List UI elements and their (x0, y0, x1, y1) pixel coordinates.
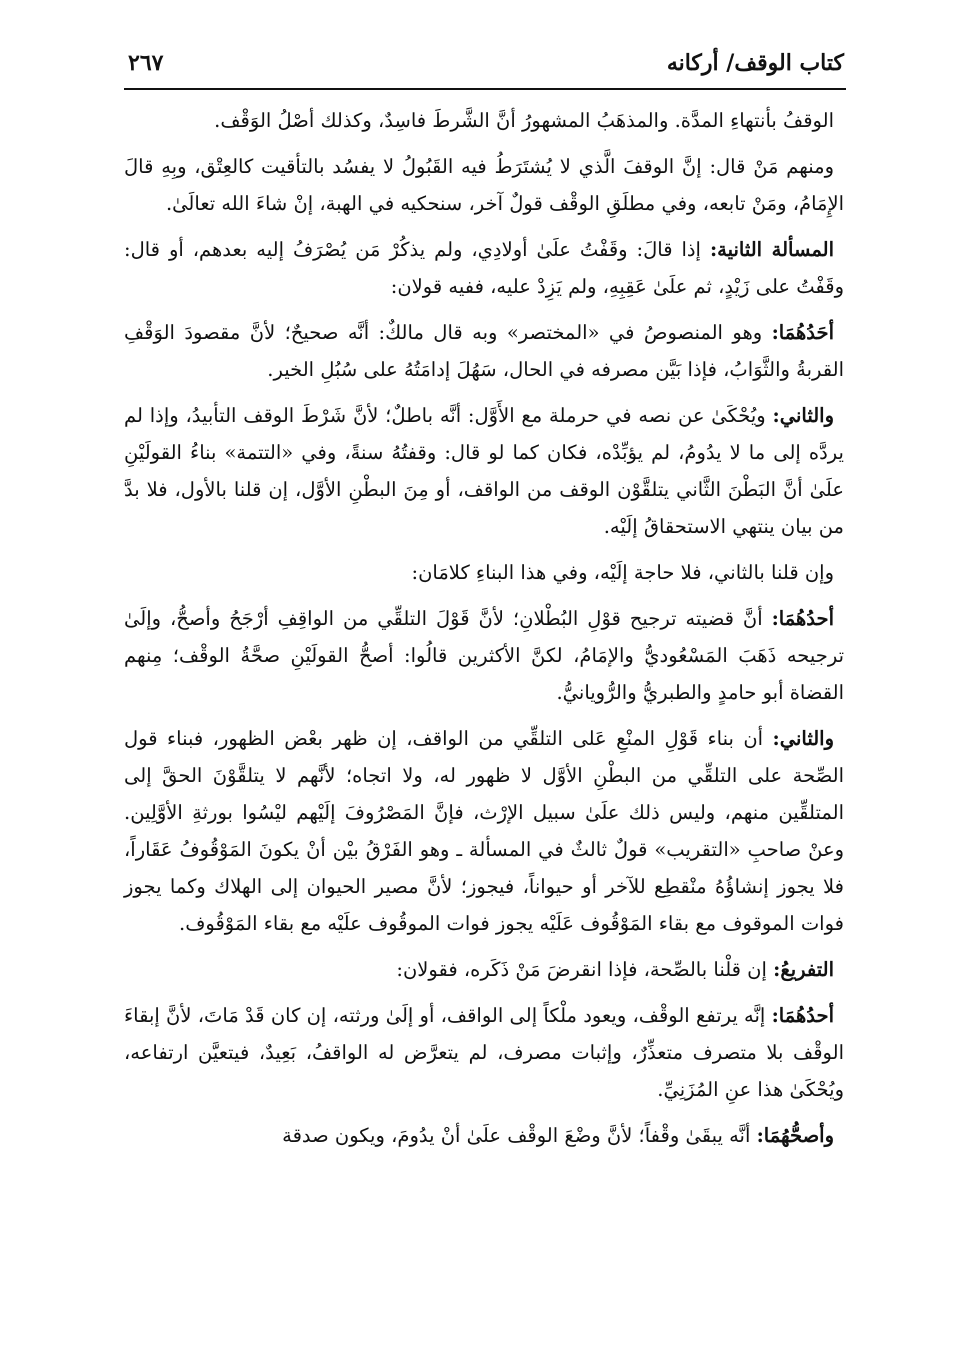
paragraph (124, 1117, 844, 1154)
paragraph (124, 951, 844, 988)
paragraph-text: الوقفُ بأنتهاءِ المدَّة. والمذهَبُ المشهورُ أنَّ الشَّرطَ فاسِدٌ، وكذلك أصْلُ الوَقْف. (214, 109, 834, 132)
paragraph-text: إذا قالَ: وقَفْتُ علَىٰ أولادِي، ولم يذكُرْ مَن يُصْرَفُ إليه بعدهم، أو قال: وقَفْتُ على زَيْدٍ، ثم علَىٰ عَقِبِهِ، ولم يَزِدْ عليه، ففيه قولان: (124, 238, 844, 298)
paragraph-text: وإن قلنا بالثاني، فلا حاجة إلَيْه، وفي هذا البناءِ كلامَان: (411, 561, 834, 584)
paragraph-lead: والثاني: (772, 727, 834, 750)
paragraph (124, 314, 844, 388)
running-header (124, 42, 844, 82)
paragraph-lead: أحدُهُمَا: (771, 607, 834, 630)
paragraph-text: أن بناء قَوْلِ المنْعِ عَلى التلقِّي من الواقف، إن ظهر بعْض الظهور، فبناء قول الصِّحة على التلقِّي من البطْنِ الأوَّل لا ظهور له، ولا اتجاه؛ لأنَّهم لا يتلقَّوْنَ الحقَّ إلى المتلقِّين منهم، وليس ذلك علَىٰ سبيل الإرْث، فإنَّ المَصْرُوفَ إلَيْهم ليْسُوا بورثةِ الأوَّلِين. وعنْ صاحبِ «التقريب» قولٌ ثالثٌ في المسألة ـ وهو الفَرْقُ بيْن أنْ يكونَ المَوْقُوفُ عَقَاراً، فلا يجوز إنشاؤُهُ منْقطِع للآخر أو حيواناً، فيجوز؛ لأنَّ مصير الحيوان إلى الهلاك وكما يجوز فوات الموقوف مع بقاء المَوْقُوف عَلَيْه يجوز فوات الموقُوف علَيْه مع بقاء المَوْقُوف. (124, 727, 844, 935)
paragraph-text: وهو المنصوصُ في «المختصر» وبه قال مالكٌ: أنَّه صحيحٌ؛ لأنَّ مقصودَ الوَقْفِ القربةُ والثَّوَابُ، فإذا بَيَّن مصرفه في الحال، سَهُلَ إدامَتُهُ على سُبُلِ الخير. (124, 321, 844, 381)
paragraph-lead: التفريعُ: (773, 958, 834, 981)
paragraph (124, 997, 844, 1108)
paragraph-text: أنَّ قضيته ترجيح قوْلِ البُطْلانِ؛ لأنَّ قَوْلَ التلقِّي من الواقِفِ أرْجَحُ وأصحُّ، وإلَىٰ ترجيحه ذَهَبَ المَسْعُوديُّ والإمَامُ، لكنَّ الأكثرين قالُوا: أصحُّ القولَيْنِ صحَّةُ الوقْف؛ مِنهم القضاة أبو حامدٍ والطبريُّ والرُّويانيُّ. (124, 607, 844, 704)
paragraph-text: إنَّه يرتفع الوقْف، ويعود ملْكاً إلى الواقف، أو إلَىٰ ورثته، إن كان قَدْ مَاتَ، لأنَّ إبقاءَ الوقْف بلا متصرف متعذِّرٌ، وإثبات مصرف، لم يتعرَّض له الواقفُ، بَعِيدٌ، فيتعيَّن ارتفاعه، ويُحْكَىٰ هذا عنِ المُزَنِيِّ. (124, 1004, 844, 1101)
paragraph (124, 148, 844, 222)
paragraph-text: أنَّه يبقَىٰ وقْفاً؛ لأنَّ وضْعَ الوقْف علَىٰ أنْ يدُومَ، ويكون صدقة (282, 1124, 757, 1147)
paragraph-lead: وأصحُّهُمَا: (756, 1124, 834, 1147)
page-number: ٢٦٧ (128, 50, 164, 76)
paragraph-lead: أحَدُهُمَا: (771, 321, 834, 344)
book-title: كتاب الوقف/ أركانه (666, 50, 844, 76)
paragraph (124, 554, 844, 591)
paragraph-text: إن قلْنا بالصِّحة، فإذا انقرضَ مَنْ ذَكَره، فقولان: (396, 958, 774, 981)
page-body (124, 102, 844, 1163)
paragraph-lead: والثاني: (772, 404, 834, 427)
paragraph (124, 397, 844, 545)
paragraph (124, 231, 844, 305)
paragraph-text: ويُحْكَىٰ عن نصه في حرملة مع الأَوَّل: أنَّه باطلٌ؛ لأنَّ شَرْطَ الوقف التأبيدُ، وإذا لم يردَّه إلى ما لا يدُومُ، لم يؤبِّدْه، فكان كما لو قال: وقفتُهُ سنةً، وفي «التتمة» بناءُ القولَيْنِ علَىٰ أنَّ البَطْنَ الثَّاني يتلقَّوْن الوقف من الواقف، أو مِنَ البطْنِ الأوَّل، إن قلنا بالأول، فلا بدَّ من بيان ينتهي الاستحقاقُ إلَيْه. (124, 404, 844, 538)
paragraph-lead: أحدُهُمَا: (771, 1004, 834, 1027)
paragraph (124, 720, 844, 942)
paragraph (124, 102, 844, 139)
paragraph-text: ومنهم مَنْ قال: إنَّ الوقفَ الَّذي لا يُشتَرَطُ فيه القَبُولُ لا يفسُد بالتأقيت كالعِتْق، وبِهِ قالَ الإِمَامُ، ومَنْ تابعه، وفي مطلَقِ الوقْف قولٌ آخر، سنحكيه في الهبة، إنْ شاءَ الله تعالَىٰ. (124, 155, 844, 215)
paragraph (124, 600, 844, 711)
header-divider (124, 88, 846, 90)
paragraph-lead: المسألة الثانية: (709, 238, 834, 261)
